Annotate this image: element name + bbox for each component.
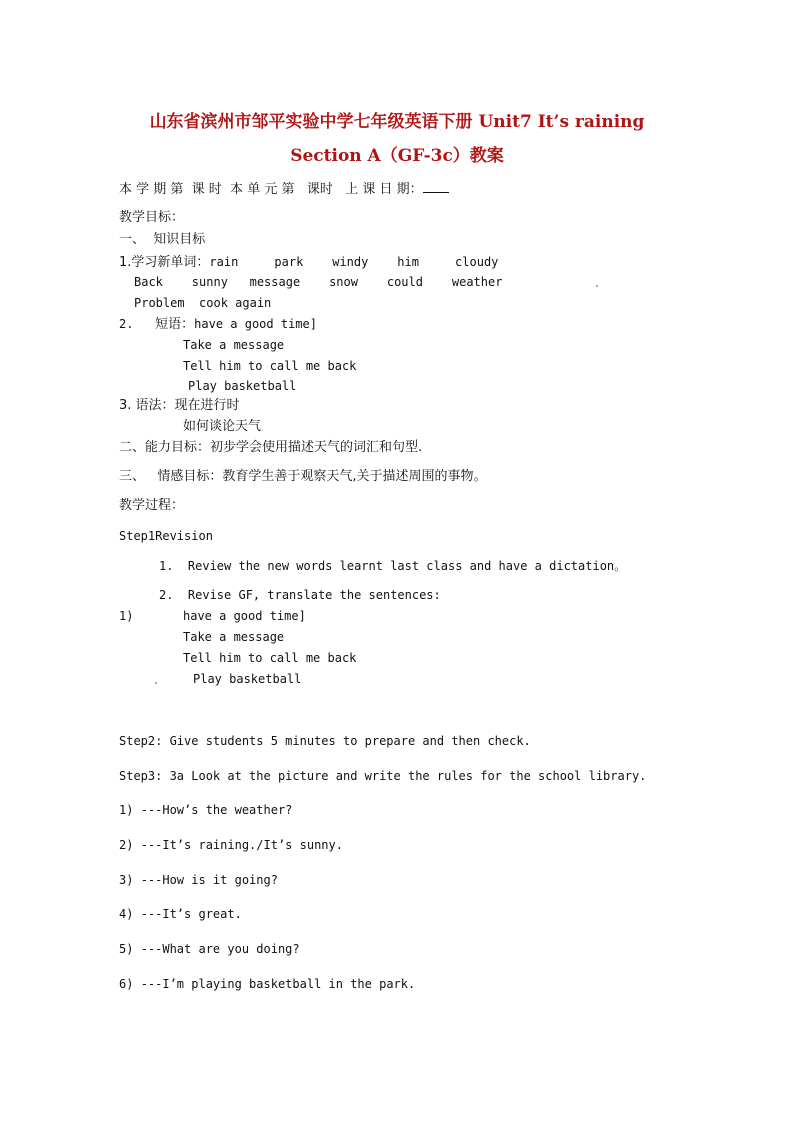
dialogue-text: ---What are you doing? — [140, 942, 300, 956]
phrases-line-1 — [119, 316, 317, 333]
dialogue-num: 2) — [119, 838, 134, 852]
dialogue-text: ---It’s raining./It’s sunny. — [140, 838, 343, 852]
dialogue-num: 3) — [119, 873, 134, 887]
step1-title: Step1Revision — [119, 529, 213, 543]
title-line-1: 山东省滨州市邹平实验中学七年级英语下册 Unit7 It’s raining — [149, 112, 645, 132]
title-line-2: Section A（GF-3c）教案 — [290, 146, 504, 166]
phrase-1: have a good time] — [194, 317, 317, 331]
grammar-line-2: 如何谈论天气 — [183, 419, 262, 434]
dialogue-text: ---How is it going? — [140, 873, 278, 887]
dialogue-text: ---How’s the weather? — [140, 803, 293, 817]
emotion-goal: 三、 情感目标：教育学生善于观察天气,关于描述周围的事物。 — [119, 469, 487, 484]
dialogue-num: 1) — [119, 803, 134, 817]
date-blank — [423, 180, 449, 193]
sentence-3: Tell him to call me back — [183, 651, 357, 665]
phrase-4: Play basketball — [188, 379, 297, 393]
lesson-schedule — [119, 180, 449, 198]
dialogue-line-4 — [119, 906, 242, 922]
dialogue-text: ---It’s great. — [140, 907, 242, 921]
step2-text: Step2: Give students 5 minutes to prepare and then check. — [119, 734, 531, 748]
dialogue-line-5 — [119, 941, 300, 957]
phrases-label: 短语： — [155, 317, 195, 332]
stray-dot — [155, 682, 157, 684]
dialogue-line-1 — [119, 802, 292, 818]
dialogue-line-2 — [119, 837, 343, 853]
step1-item-1: 1. Review the new words learnt last class and have a dictation。 — [159, 559, 627, 573]
sentence-4: Play basketball — [193, 672, 302, 686]
dialogue-num: 6) — [119, 977, 134, 991]
sentence-1: have a good time] — [183, 609, 306, 623]
vocab-words-1: rain park windy him cloudy — [209, 255, 499, 269]
grammar-line-1: 3. 语法：现在进行时 — [119, 398, 240, 413]
process-heading: 教学过程： — [119, 498, 185, 513]
vocab-line-1 — [119, 254, 498, 271]
vocab-line-2: Back sunny message snow could weather — [134, 275, 503, 289]
sentence-2: Take a message — [183, 630, 285, 644]
knowledge-heading: 一、 知识目标 — [119, 232, 206, 247]
dialogue-text: ---I’m playing basketball in the park. — [140, 977, 416, 991]
schedule-text: 本 学 期 第 课 时 本 单 元 第 课时 上 课 日 期： — [119, 182, 423, 197]
stray-dot — [596, 285, 598, 287]
goals-heading: 教学目标： — [119, 210, 185, 225]
dialogue-line-6 — [119, 976, 415, 992]
ability-goal: 二、能力目标：初步学会使用描述天气的词汇和句型. — [119, 440, 423, 455]
dialogue-num: 4) — [119, 907, 134, 921]
step3-text: Step3: 3a Look at the picture and write the rules for the school library. — [119, 769, 647, 783]
phrase-3: Tell him to call me back — [183, 359, 357, 373]
phrases-number: 2. — [119, 317, 134, 331]
step1-sub-label: 1) — [119, 609, 134, 623]
dialogue-line-3 — [119, 872, 278, 888]
dialogue-num: 5) — [119, 942, 134, 956]
phrase-2: Take a message — [183, 338, 285, 352]
step1-item-2: 2. Revise GF, translate the sentences: — [159, 588, 441, 602]
vocab-line-3: Problem cook again — [134, 296, 272, 310]
vocab-label: 1.学习新单词： — [119, 255, 210, 270]
